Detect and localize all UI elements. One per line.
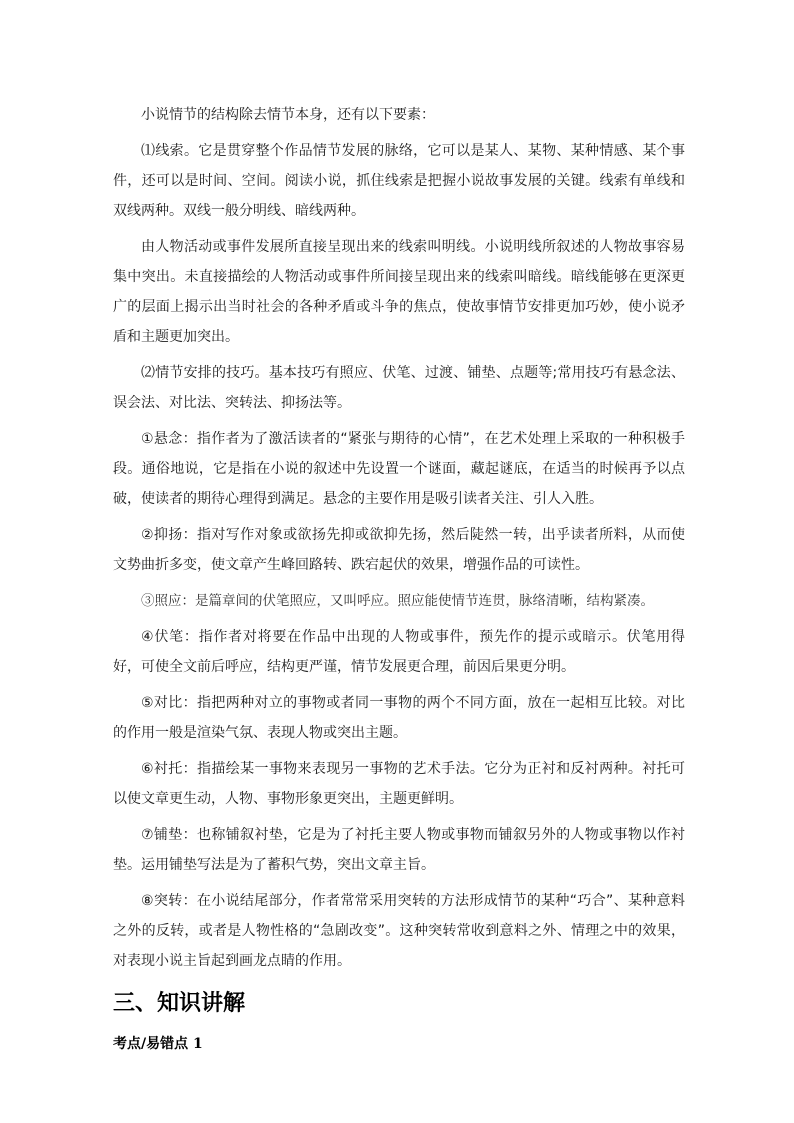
subheading: 考点/易错点 1 — [113, 1036, 203, 1052]
document-body — [113, 100, 685, 1056]
paragraph-foreshadowing: ④伏笔：指作者对将要在作品中出现的人物或事件，预先作的提示或暗示。伏笔用得好，可使全文前后呼应，结构更严谨，情节发展更合理，前因后果更分明。 — [113, 629, 685, 675]
paragraph-foil: ⑥衬托：指描绘某一事物来表现另一事物的艺术手法。它分为正衬和反衬两种。衬托可以使文章更生动，人物、事物形象更突出，主题更鲜明。 — [113, 761, 685, 807]
paragraph-suspense: ①悬念：指作者为了激活读者的“紧张与期待的心情”，在艺术处理上采取的一种积极手段。通俗地说，它是指在小说的叙述中先设置一个谜面，藏起谜底，在适当的时候再予以点破，使读者的期待心理得到满足。悬念的主要作用是吸引读者关注、引人入胜。 — [113, 431, 685, 507]
paragraph-groundwork: ⑦铺垫：也称铺叙衬垫，它是为了衬托主要人物或事物而铺叙另外的人物或事物以作衬垫。运用铺垫写法是为了蓄积气势，突出文章主旨。 — [113, 827, 685, 873]
paragraph-clue: ⑴线索。它是贯穿整个作品情节发展的脉络，它可以是某人、某物、某种情感、某个事件，还可以是时间、空间。阅读小说，抓住线索是把握小说故事发展的关键。线索有单线和双线两种。双线一般分明线、暗线两种。 — [113, 143, 685, 219]
paragraph-intro: 小说情节的结构除去情节本身，还有以下要素： — [141, 107, 435, 123]
paragraph-echo: ③照应：是篇章间的伏笔照应，又叫呼应。照应能使情节连贯，脉络清晰，结构紧凑。 — [141, 593, 654, 609]
section-heading: 三、知识讲解 — [113, 991, 246, 1016]
paragraph-restraint: ②抑扬：指对写作对象或欲扬先抑或欲抑先扬，然后陡然一转，出乎读者所料，从而使文势曲折多变，使文章产生峰回路转、跌宕起伏的效果，增强作品的可读性。 — [113, 527, 685, 573]
paragraph-contrast: ⑤对比：指把两种对立的事物或者同一事物的两个不同方面，放在一起相互比较。对比的作用一般是渲染气氛、表现人物或突出主题。 — [113, 695, 685, 741]
paragraph-twist: ⑧突转：在小说结尾部分，作者常常采用突转的方法形成情节的某种“巧合”、某种意料之外的反转，或者是人物性格的“急剧改变”。这种突转常收到意料之外、情理之中的效果，对表现小说主旨起到画龙点睛的作用。 — [113, 893, 685, 969]
paragraph-clue-types: 由人物活动或事件发展所直接呈现出来的线索叫明线。小说明线所叙述的人物故事容易集中突出。未直接描绘的人物活动或事件所间接呈现出来的线索叫暗线。暗线能够在更深更广的层面上揭示出当时社会的各种矛盾或斗争的焦点，使故事情节安排更加巧妙，使小说矛盾和主题更加突出。 — [113, 239, 685, 345]
paragraph-plot-techniques: ⑵情节安排的技巧。基本技巧有照应、伏笔、过渡、铺垫、点题等;常用技巧有悬念法、误会法、对比法、突转法、抑扬法等。 — [113, 365, 685, 411]
